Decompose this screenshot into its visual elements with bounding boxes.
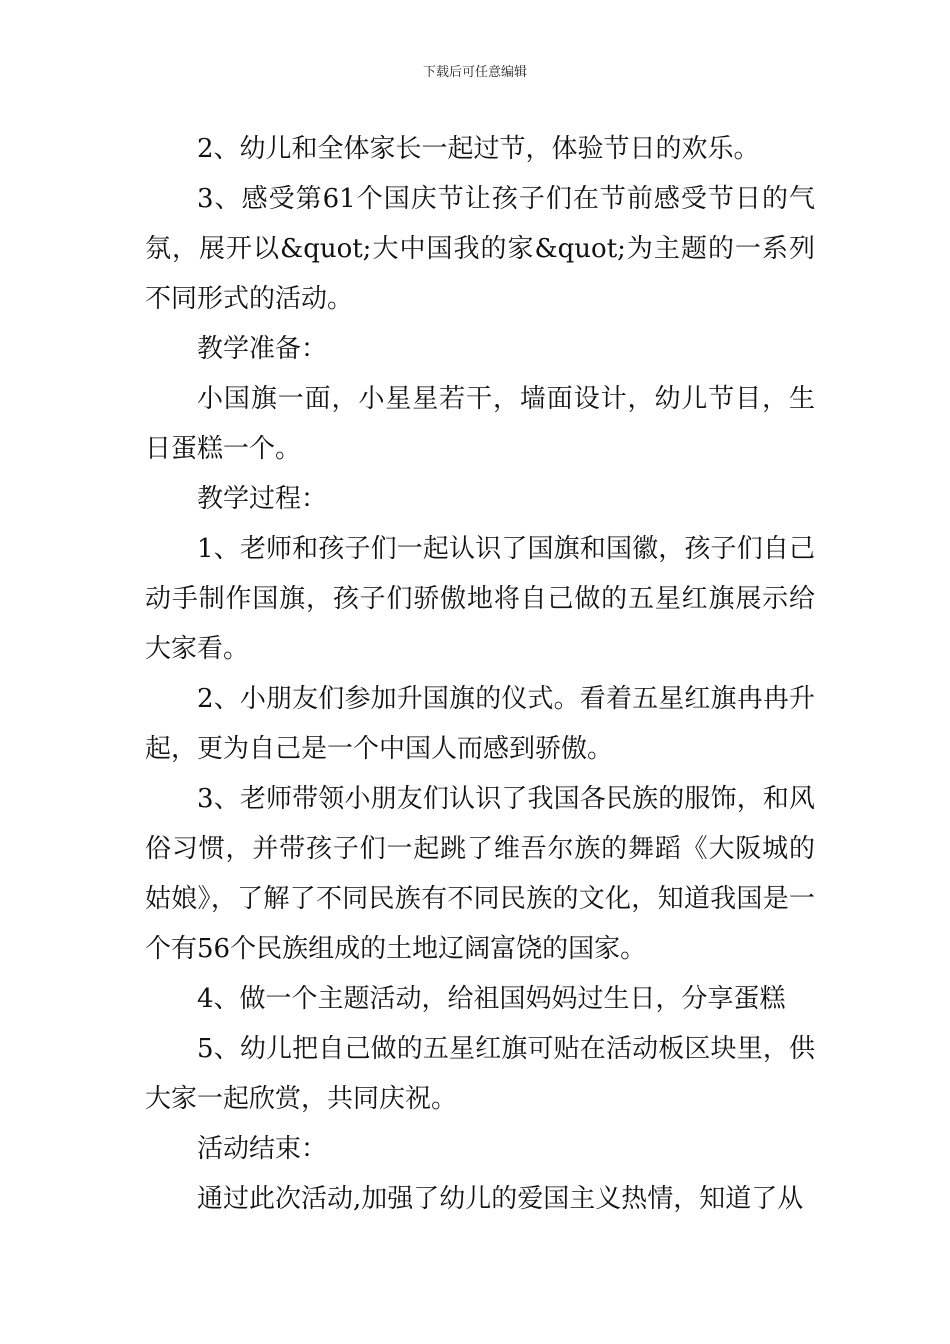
page-header: 下载后可任意编辑 [422,65,527,80]
section-heading: 活动结束： [197,1134,328,1164]
paragraph: 通过此次活动,加强了幼儿的爱国主义热情，知道了从 [197,1184,804,1214]
document-body [145,124,815,1224]
paragraph: 3、老师带领小朋友们认识了我国各民族的服饰，和风俗习惯，并带孩子们一起跳了维吾尔族的舞蹈《大阪城的姑娘》，了解了不同民族有不同民族的文化，知道我国是一个有56个民族组成的土地辽阔富饶的国家。 [145,784,815,964]
paragraph: 小国旗一面，小星星若干，墙面设计，幼儿节目，生日蛋糕一个。 [145,384,815,464]
paragraph: 2、小朋友们参加升国旗的仪式。看着五星红旗冉冉升起，更为自己是一个中国人而感到骄傲。 [145,684,815,764]
paragraph: 2、幼儿和全体家长一起过节，体验节日的欢乐。 [197,134,760,164]
paragraph: 3、感受第61个国庆节让孩子们在节前感受节日的气氛，展开以&quot;大中国我的家&quot;为主题的一系列不同形式的活动。 [145,184,815,314]
paragraph: 4、做一个主题活动，给祖国妈妈过生日，分享蛋糕 [197,984,786,1014]
section-heading: 教学准备： [197,334,328,364]
section-heading: 教学过程： [197,484,328,514]
paragraph: 1、老师和孩子们一起认识了国旗和国徽，孩子们自己动手制作国旗，孩子们骄傲地将自己做的五星红旗展示给大家看。 [145,534,815,664]
paragraph: 5、幼儿把自己做的五星红旗可贴在活动板区块里，供大家一起欣赏，共同庆祝。 [145,1034,815,1114]
